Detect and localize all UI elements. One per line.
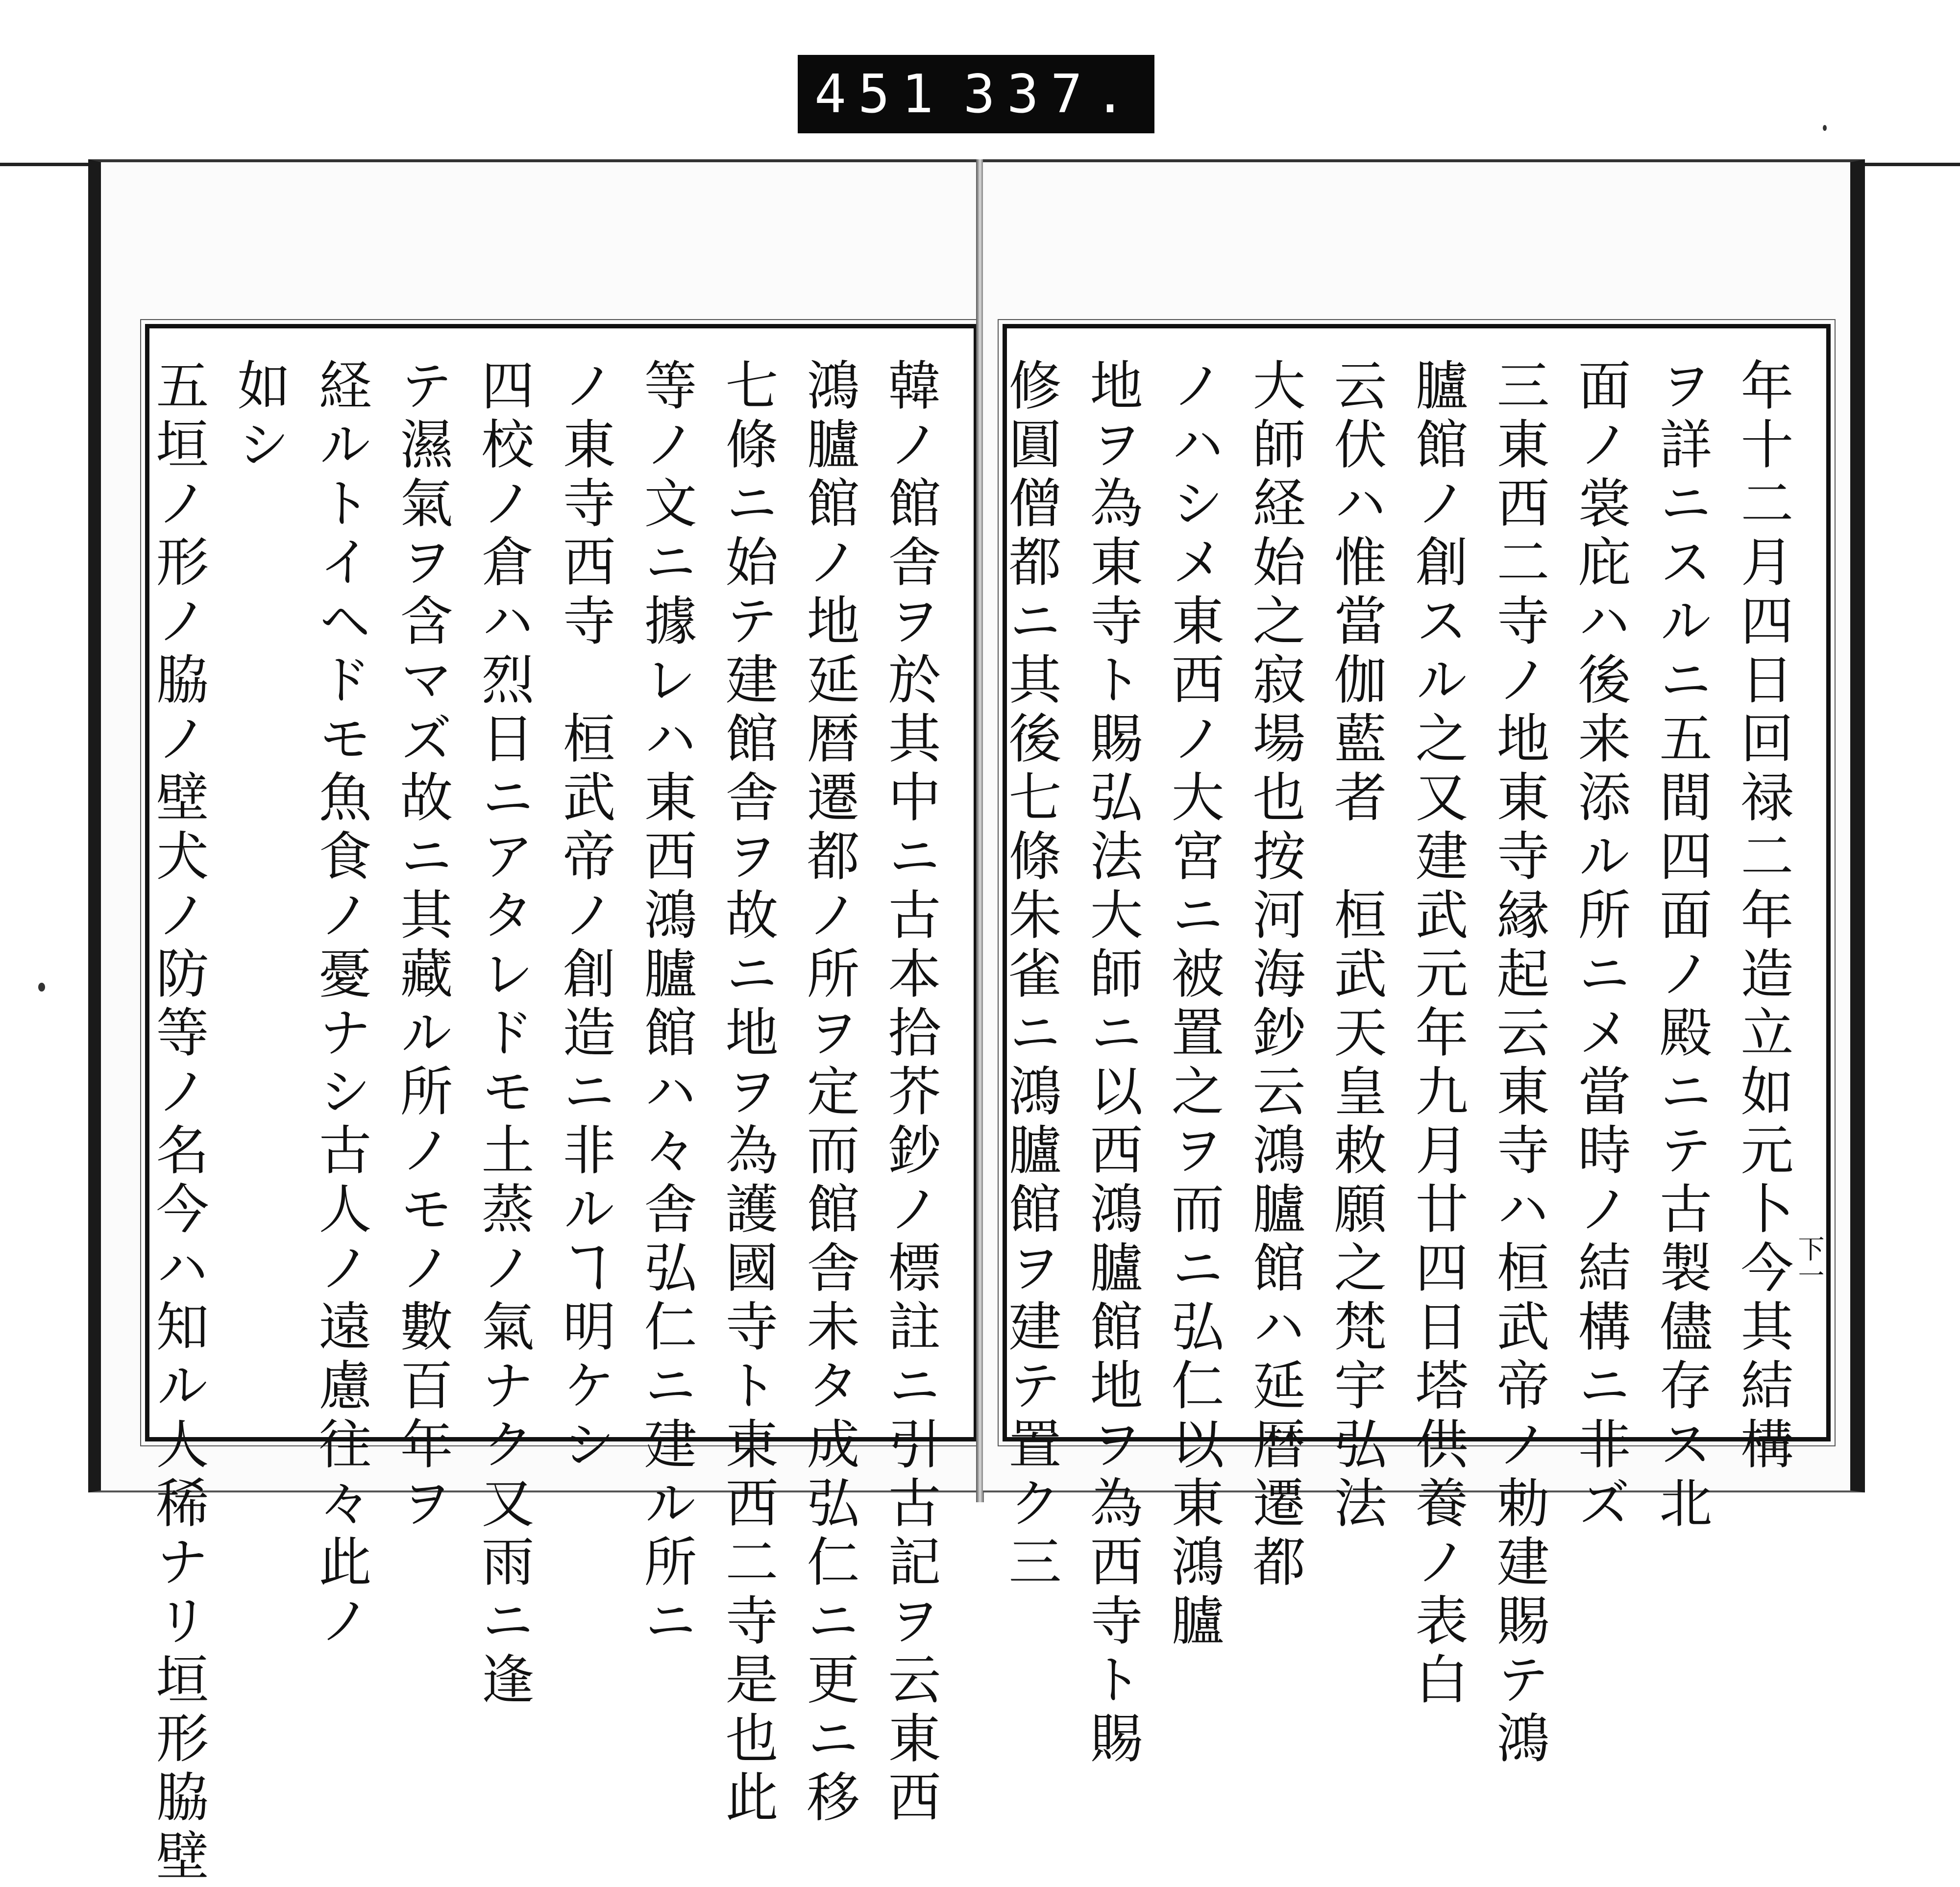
left-column-4: 等ノ文ニ據レハ東西鴻臚館ハ々舎弘仁ニ建ル所ニ bbox=[635, 358, 696, 1652]
label-left-number: 451 bbox=[814, 63, 946, 125]
ink-speck bbox=[1823, 125, 1827, 131]
right-text-frame bbox=[1000, 324, 1831, 1769]
right-column-10: 修圓僧都ニ其後七條朱雀ニ鴻臚館ヲ建テ置ク三 bbox=[1000, 358, 1061, 1593]
left-column-6: 四校ノ倉ハ烈日ニアタレドモ土蒸ノ氣ナク又雨ニ逢 bbox=[472, 358, 534, 1711]
open-book bbox=[88, 159, 1877, 1887]
left-column-10: 五垣ノ形ノ脇ノ壁犬ノ防等ノ名今ハ知ル人稀ナリ垣形脇壁 bbox=[147, 358, 208, 1887]
right-column-4: 三東西二寺ノ地東寺縁起云東寺ハ桓武帝ノ勅建賜テ鴻 bbox=[1488, 358, 1549, 1769]
left-column-2: 鴻臚館ノ地延暦遷都ノ所ヲ定而館舎未タ成弘仁ニ更ニ移 bbox=[798, 358, 859, 1828]
right-page-text bbox=[1000, 358, 1803, 1769]
left-page bbox=[88, 159, 980, 1887]
label-right-number: 337. bbox=[963, 63, 1138, 125]
right-column-2: ヲ詳ニスルニ五間四面ノ殿ニテ古製儘存ス北 bbox=[1650, 358, 1712, 1534]
reference-number-label bbox=[798, 55, 1154, 133]
right-column-5: 臚館ノ創スル之又建武元年九月廿四日塔供養ノ表白 bbox=[1406, 358, 1468, 1711]
left-column-8: 経ルトイヘドモ魚食ノ憂ナシ古人ノ遠慮往々此ノ bbox=[310, 358, 371, 1652]
left-column-3: 七條ニ始テ建館舎ヲ故ニ地ヲ為護國寺ト東西二寺是也此 bbox=[716, 358, 778, 1828]
left-column-1: 韓ノ館舎ヲ於其中ニ古本拾芥鈔ノ標註ニ引古記ヲ云東西 bbox=[879, 358, 940, 1828]
page-folio: 下一 bbox=[1794, 1235, 1825, 1288]
ink-speck bbox=[38, 983, 45, 992]
left-column-9: 如シ bbox=[228, 358, 290, 475]
right-column-9: 地ヲ為東寺ト賜弘法大師ニ以西鴻臚館地ヲ為西寺ト賜 bbox=[1081, 358, 1142, 1769]
right-column-3: 面ノ裳庇ハ後来添ル所ニメ當時ノ結構ニ非ズ bbox=[1569, 358, 1630, 1534]
right-column-6: 云伏ハ惟當伽藍者 桓武天皇敕願之梵宇弘法 bbox=[1325, 358, 1386, 1534]
right-column-1: 年十二月四日回禄二年造立如元卜今其結構 bbox=[1732, 358, 1793, 1475]
left-column-7: テ濕氣ヲ含マズ故ニ其藏ル所ノモノ數百年ヲ bbox=[391, 358, 452, 1534]
left-column-5: ノ東寺西寺 桓武帝ノ創造ニ非ルヿ明ケシ bbox=[554, 358, 615, 1475]
left-page-text bbox=[147, 358, 950, 1887]
right-column-7: 大師経始之寂場也按河海鈔云鴻臚館ハ延暦遷都 bbox=[1244, 358, 1305, 1593]
right-column-8: ノハシメ東西ノ大宮ニ被置之ヲ而ニ弘仁以東鴻臚 bbox=[1162, 358, 1224, 1652]
right-page bbox=[983, 159, 1865, 1769]
left-text-frame bbox=[145, 324, 978, 1887]
